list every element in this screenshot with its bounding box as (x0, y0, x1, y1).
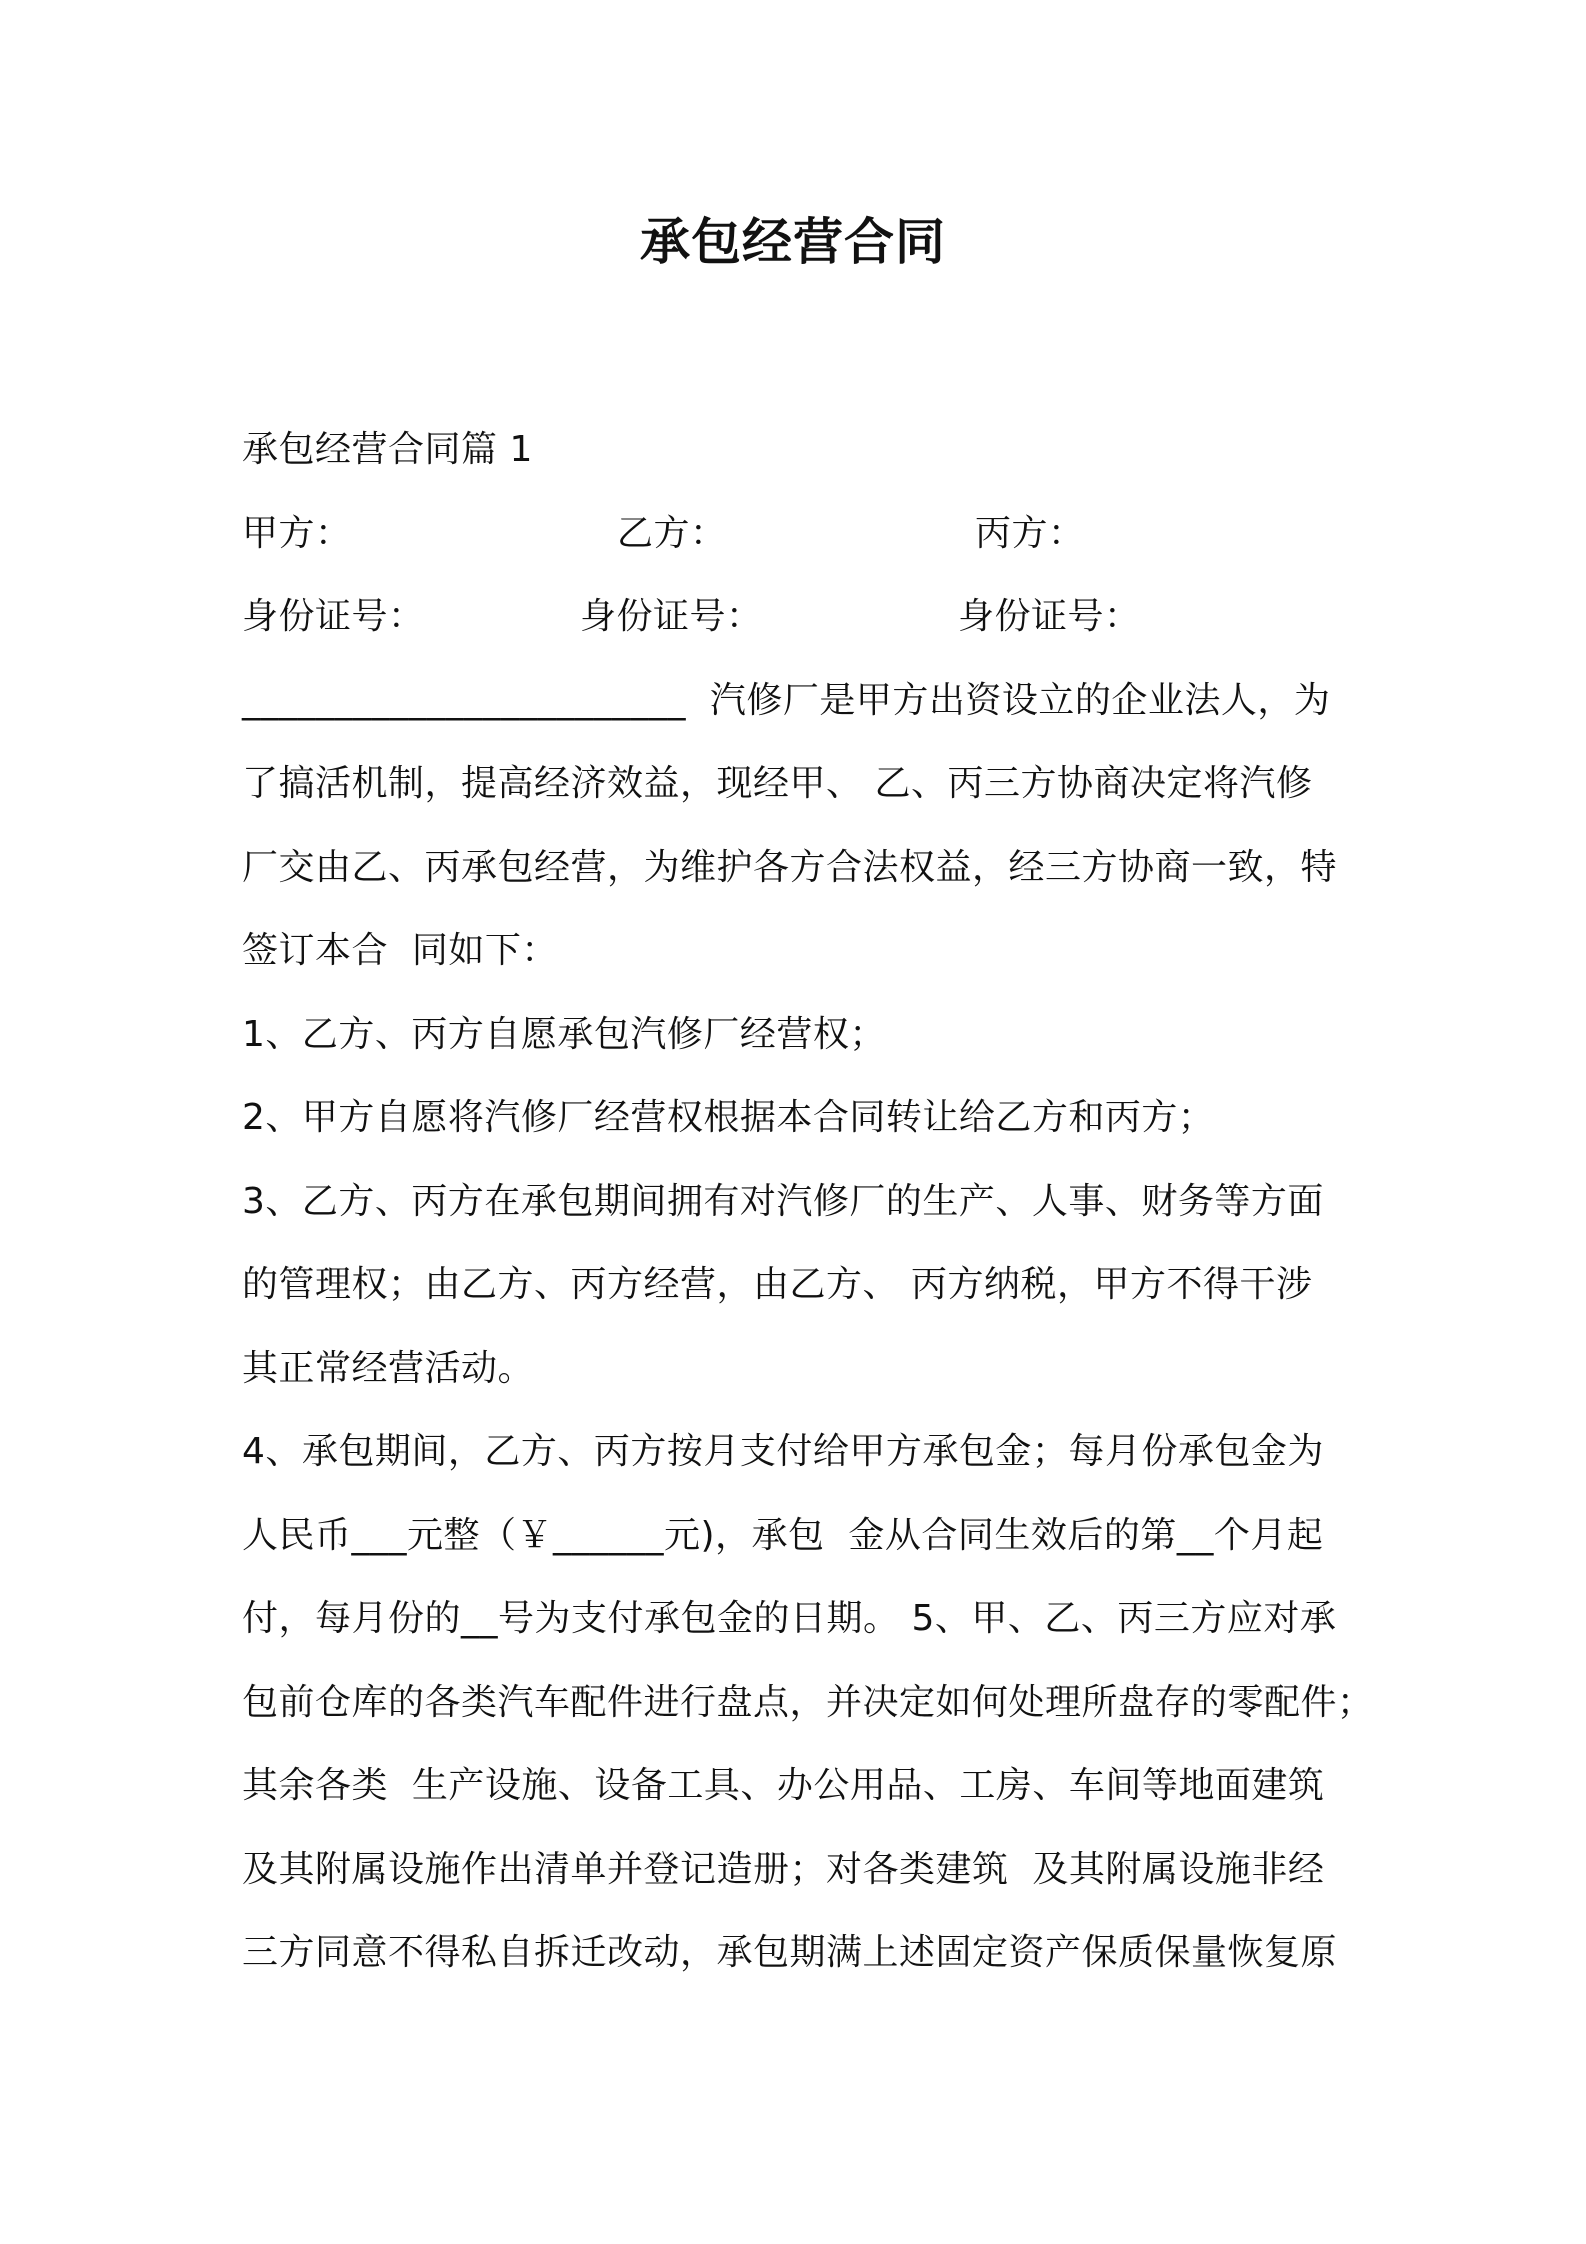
body-line: ________________________ 汽修厂是甲方出资设立的企业法人，为 (242, 679, 1331, 721)
body-line: 三方同意不得私自拆迁改动，承包期满上述固定资产保质保量恢复原 (242, 1932, 1338, 1973)
body-line: 厂交由乙、丙承包经营，为维护各方合法权益，经三方协商一致，特 (242, 846, 1338, 888)
party-a-id-label: 身份证号： (242, 596, 425, 637)
clause-2: 2、甲方自愿将汽修厂经营权根据本合同转让给乙方和丙方； (242, 1097, 1215, 1138)
id-numbers-row (242, 575, 1362, 659)
body-line: 签订本合 同如下： (242, 930, 558, 971)
body-line: 包前仓库的各类汽车配件进行盘点，并决定如何处理所盘存的零配件； (242, 1681, 1374, 1723)
clause-3: 3、乙方、丙方在承包期间拥有对汽修厂的生产、人事、财务等方面 (242, 1180, 1324, 1222)
clause-1: 1、乙方、丙方自愿承包汽修厂经营权； (242, 1013, 886, 1055)
party-c-label: 丙方： (975, 512, 1085, 554)
body-line: 了搞活机制，提高经济效益，现经甲、 乙、丙三方协商决定将汽修 (242, 763, 1313, 804)
body-line: 及其附属设施作出清单并登记造册；对各类建筑 及其附属设施非经 (242, 1848, 1325, 1890)
party-b-label: 乙方： (617, 512, 727, 554)
parties-row (242, 492, 1362, 576)
body-line: 的管理权；由乙方、丙方经营，由乙方、 丙方纳税，甲方不得干涉 (242, 1264, 1313, 1305)
document-body (242, 408, 1374, 1995)
body-line: 人民币___元整（￥______元)，承包 金从合同生效后的第__个月起 (242, 1514, 1324, 1556)
clause-4: 4、承包期间，乙方、丙方按月支付给甲方承包金；每月份承包金为 (242, 1431, 1324, 1472)
party-b-id-label: 身份证号： (580, 596, 763, 637)
party-a-label: 甲方： (242, 512, 352, 554)
party-c-id-label: 身份证号： (958, 596, 1141, 637)
body-line: 付，每月份的__号为支付承包金的日期。 5、甲、乙、丙三方应对承 (242, 1598, 1337, 1639)
document-title: 承包经营合同 (640, 213, 946, 271)
body-line: 其余各类 生产设施、设备工具、办公用品、工房、车间等地面建筑 (242, 1765, 1325, 1806)
section-heading: 承包经营合同篇 1 (242, 429, 533, 470)
body-line: 其正常经营活动。 (242, 1347, 535, 1389)
